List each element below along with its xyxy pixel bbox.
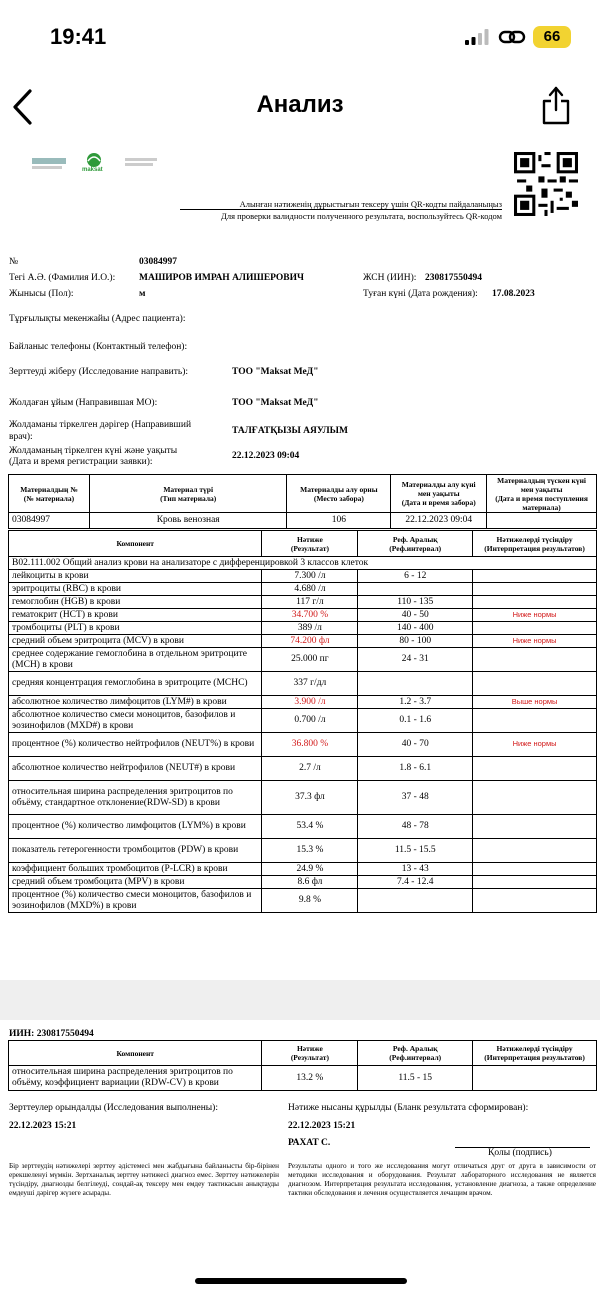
result-value: 36.800 % xyxy=(262,733,358,757)
no-value: 03084997 xyxy=(139,257,177,267)
result-ref: 7.4 - 12.4 xyxy=(358,876,473,889)
material-arrival xyxy=(487,513,597,529)
result-flag xyxy=(473,709,597,733)
material-header-arrival: Материалдың түскен күні мен уақыты (Дата и время поступления материала) xyxy=(487,475,597,513)
result-ref: 6 - 12 xyxy=(358,570,473,583)
table-row xyxy=(9,709,597,733)
material-header-date: Материалды алу күні мен уақыты (Дата и время забора) xyxy=(391,475,487,513)
done-label: Зерттеулер орындалды (Исследования выполнены): xyxy=(9,1103,218,1113)
p2-header-component: Компонент xyxy=(9,1041,262,1066)
phone-label: Байланыс телефоны (Контактный телефон): xyxy=(9,342,188,352)
result-value: 389 /л xyxy=(262,622,358,635)
result-value: 15.3 % xyxy=(262,839,358,863)
table-row xyxy=(9,583,597,596)
share-icon[interactable] xyxy=(540,84,572,126)
link-icon xyxy=(498,27,526,47)
result-flag xyxy=(473,839,597,863)
doctor-value: ТАЛҒАТҚЫЗЫ АЯУЛЫМ xyxy=(232,426,348,436)
results-table-page2 xyxy=(8,1040,597,1091)
formed-value: 22.12.2023 15:21 xyxy=(288,1121,356,1131)
result-ref xyxy=(358,672,473,696)
qr-caption-ru: Для проверки валидности полученного результата, воспользуйтесь QR-кодом xyxy=(180,209,502,221)
iin-label: ЖСН (ИИН): xyxy=(363,273,417,283)
org-value: ТОО "Maksat МеД" xyxy=(232,398,319,408)
p2-header-interp: Нәтижелерді түсіндіру (Интерпретация результатов) xyxy=(473,1041,597,1066)
sex-label: Жынысы (Пол): xyxy=(9,289,74,299)
material-row xyxy=(9,513,597,529)
result-value: 34.700 % xyxy=(262,609,358,622)
material-no: 03084997 xyxy=(9,513,90,529)
disclaimer-kz: Бір зерттеудің нәтижелері зерттеу әдістемесі мен жабдығына байланысты бір-бірінен ерекшеленуі мүмкін. Зертханалық зерттеу нәтижесі диагноз емес. Зерттеу нәтижелерін түсіндіру, диагнозды белгілеуді, сондай-ақ тексеру мен емдеу тактикасын анықтауды емдеуші дәрігер жүзеге асырады. xyxy=(9,1162,279,1197)
name-value: МАШИРОВ ИМРАН АЛИШЕРОВИЧ xyxy=(139,273,304,283)
result-value: 3.900 /л xyxy=(262,696,358,709)
result-value: 117 г/л xyxy=(262,596,358,609)
result-ref: 0.1 - 1.6 xyxy=(358,709,473,733)
table-row xyxy=(9,635,597,648)
doctor-label-2: врач): xyxy=(9,432,33,442)
result-value: 37.3 фл xyxy=(262,781,358,815)
results-table xyxy=(8,530,597,913)
result-ref: 40 - 50 xyxy=(358,609,473,622)
result-name: эритроциты (RBC) в крови xyxy=(9,583,262,596)
table-row xyxy=(9,596,597,609)
p2-row-flag xyxy=(473,1066,597,1091)
table-row xyxy=(9,839,597,863)
iin-value: 230817550494 xyxy=(425,273,482,283)
regdate-label-1: Жолдаманың тіркелген күні және уақыты xyxy=(9,446,178,456)
table-row xyxy=(9,889,597,913)
result-name: абсолютное количество смеси моноцитов, базофилов и эозинофилов (MXD#) в крови xyxy=(9,709,262,733)
material-type: Кровь венозная xyxy=(89,513,287,529)
result-ref: 48 - 78 xyxy=(358,815,473,839)
org-label: Жолдаған ұйым (Направившая МО): xyxy=(9,398,158,408)
result-name: процентное (%) количество нейтрофилов (NEUT%) в крови xyxy=(9,733,262,757)
result-flag xyxy=(473,889,597,913)
send-value: ТОО "Maksat МеД" xyxy=(232,367,319,377)
cellular-signal-icon xyxy=(465,29,489,45)
page-gap xyxy=(0,980,600,1020)
results-header-interp: Нәтижелерді түсіндіру (Интерпретация результатов) xyxy=(473,531,597,557)
clinic-logo xyxy=(30,152,160,176)
sex-value: м xyxy=(139,289,146,299)
no-label: № xyxy=(9,257,19,267)
table-row xyxy=(9,757,597,781)
qr-caption-kz: Алынған нәтиженің дұрыстығын тексеру үшін QR-кодты пайдаланыңыз xyxy=(239,199,502,209)
result-value: 25.000 пг xyxy=(262,648,358,672)
p2-header-ref: Реф. Аралық (Реф.интервал) xyxy=(358,1041,473,1066)
result-ref: 1.2 - 3.7 xyxy=(358,696,473,709)
result-flag: Ниже нормы xyxy=(473,609,597,622)
result-name: процентное (%) количество лимфоцитов (LYM%) в крови xyxy=(9,815,262,839)
dob-value: 17.08.2023 xyxy=(492,289,535,299)
result-name: средняя концентрация гемоглобина в эритроците (MCHC) xyxy=(9,672,262,696)
result-value: 0.700 /л xyxy=(262,709,358,733)
result-ref: 1.8 - 6.1 xyxy=(358,757,473,781)
material-header-type: Материал түрі (Тип материала) xyxy=(89,475,287,513)
result-ref: 37 - 48 xyxy=(358,781,473,815)
address-label: Тұрғылықты мекенжайы (Адрес пациента): xyxy=(9,314,186,324)
material-date: 22.12.2023 09:04 xyxy=(391,513,487,529)
regdate-value: 22.12.2023 09:04 xyxy=(232,451,300,461)
result-value: 53.4 % xyxy=(262,815,358,839)
regdate-label-2: (Дата и время регистрации заявки): xyxy=(9,457,153,467)
dob-label: Туған күні (Дата рождения): xyxy=(363,289,478,299)
result-name: абсолютное количество нейтрофилов (NEUT#) в крови xyxy=(9,757,262,781)
result-flag xyxy=(473,876,597,889)
disclaimer-ru: Результаты одного и того же исследования могут отличаться друг от друга в зависимости от методики исследования и оборудования. Результат лабораторного исследования не является диагнозом. Интерпретация результата исследования, установление диагноза, а также определение тактики обследования и лечения осуществляется лечащим врачом. xyxy=(288,1162,596,1197)
table-row xyxy=(9,570,597,583)
result-value: 337 г/дл xyxy=(262,672,358,696)
result-flag xyxy=(473,648,597,672)
results-header-result: Нәтиже (Результат) xyxy=(262,531,358,557)
table-row xyxy=(9,672,597,696)
material-place: 106 xyxy=(287,513,391,529)
result-name: средний объем эритроцита (MCV) в крови xyxy=(9,635,262,648)
formed-label: Нәтиже нысаны құрылды (Бланк результата сформирован): xyxy=(288,1103,529,1113)
home-indicator[interactable] xyxy=(195,1278,407,1284)
result-ref: 110 - 135 xyxy=(358,596,473,609)
result-ref: 40 - 70 xyxy=(358,733,473,757)
result-flag xyxy=(473,781,597,815)
table-row xyxy=(9,609,597,622)
result-flag xyxy=(473,815,597,839)
table-row xyxy=(9,863,597,876)
result-flag xyxy=(473,596,597,609)
table-row xyxy=(9,648,597,672)
result-value: 8.6 фл xyxy=(262,876,358,889)
result-flag xyxy=(473,863,597,876)
signature-label: Қолы (подпись) xyxy=(488,1148,552,1158)
material-header-no: Материалдың № (№ материала) xyxy=(9,475,90,513)
table-row xyxy=(9,733,597,757)
result-flag xyxy=(473,570,597,583)
result-flag xyxy=(473,583,597,596)
status-time: 19:41 xyxy=(50,24,107,49)
result-ref: 13 - 43 xyxy=(358,863,473,876)
results-header-ref: Реф. Аралық (Реф.интервал) xyxy=(358,531,473,557)
result-ref: 11.5 - 15.5 xyxy=(358,839,473,863)
doctor-label-1: Жолдаманы тіркелген дәрігер (Направивший xyxy=(9,420,192,430)
send-label: Зерттеуді жіберу (Исследование направить): xyxy=(9,367,189,377)
result-ref: 80 - 100 xyxy=(358,635,473,648)
result-name: среднее содержание гемоглобина в отдельном эритроците (MCH) в крови xyxy=(9,648,262,672)
result-value: 24.9 % xyxy=(262,863,358,876)
results-section-title: B02.111.002 Общий анализ крови на анализаторе с дифференцировкой 3 классов клеток xyxy=(9,557,597,570)
p2-row-name: относительная ширина распределения эритроцитов по объёму, коэффициент вариации (RDW-CV) в крови xyxy=(9,1066,262,1091)
signer-name: РАХАТ С. xyxy=(288,1138,331,1148)
qr-code xyxy=(514,152,578,216)
material-header-place: Материалды алу орны (Место забора) xyxy=(287,475,391,513)
table-row xyxy=(9,622,597,635)
result-name: средний объем тромбоцита (MPV) в крови xyxy=(9,876,262,889)
result-name: тромбоциты (PLT) в крови xyxy=(9,622,262,635)
logo-text: maksat xyxy=(82,167,103,173)
result-name: коэффициент больших тромбоцитов (P-LCR) в крови xyxy=(9,863,262,876)
result-flag xyxy=(473,757,597,781)
result-flag: Выше нормы xyxy=(473,696,597,709)
table-row xyxy=(9,1066,597,1091)
table-row xyxy=(9,696,597,709)
material-table xyxy=(8,474,597,529)
page2-iin: ИИН: 230817550494 xyxy=(9,1029,94,1039)
result-value: 7.300 /л xyxy=(262,570,358,583)
result-name: гемоглобин (HGB) в крови xyxy=(9,596,262,609)
result-name: относительная ширина распределения эритроцитов по объёму, стандартное отклонение(RDW-SD) в крови xyxy=(9,781,262,815)
results-header-component: Компонент xyxy=(9,531,262,557)
result-name: гематокрит (HCT) в крови xyxy=(9,609,262,622)
result-name: процентное (%) количество смеси моноцитов, базофилов и эозинофилов (MXD%) в крови xyxy=(9,889,262,913)
result-value: 2.7 /л xyxy=(262,757,358,781)
p2-header-result: Нәтиже (Результат) xyxy=(262,1041,358,1066)
p2-row-result: 13.2 % xyxy=(262,1066,358,1091)
result-flag xyxy=(473,672,597,696)
result-ref: 24 - 31 xyxy=(358,648,473,672)
result-flag: Ниже нормы xyxy=(473,635,597,648)
result-flag: Ниже нормы xyxy=(473,733,597,757)
table-row xyxy=(9,815,597,839)
result-name: лейкоциты в крови xyxy=(9,570,262,583)
result-flag xyxy=(473,622,597,635)
page-title: Анализ xyxy=(256,91,344,118)
result-name: показатель гетерогенности тромбоцитов (PDW) в крови xyxy=(9,839,262,863)
result-ref: 140 - 400 xyxy=(358,622,473,635)
name-label: Тегі А.Ә. (Фамилия И.О.): xyxy=(9,273,116,283)
table-row xyxy=(9,781,597,815)
result-name: абсолютное количество лимфоцитов (LYM#) в крови xyxy=(9,696,262,709)
result-value: 74.200 фл xyxy=(262,635,358,648)
result-ref xyxy=(358,889,473,913)
battery-indicator: 66 xyxy=(533,26,571,48)
result-value: 9.8 % xyxy=(262,889,358,913)
p2-row-ref: 11.5 - 15 xyxy=(358,1066,473,1091)
result-value: 4.680 /л xyxy=(262,583,358,596)
result-ref xyxy=(358,583,473,596)
table-row xyxy=(9,876,597,889)
done-value: 22.12.2023 15:21 xyxy=(9,1121,77,1131)
